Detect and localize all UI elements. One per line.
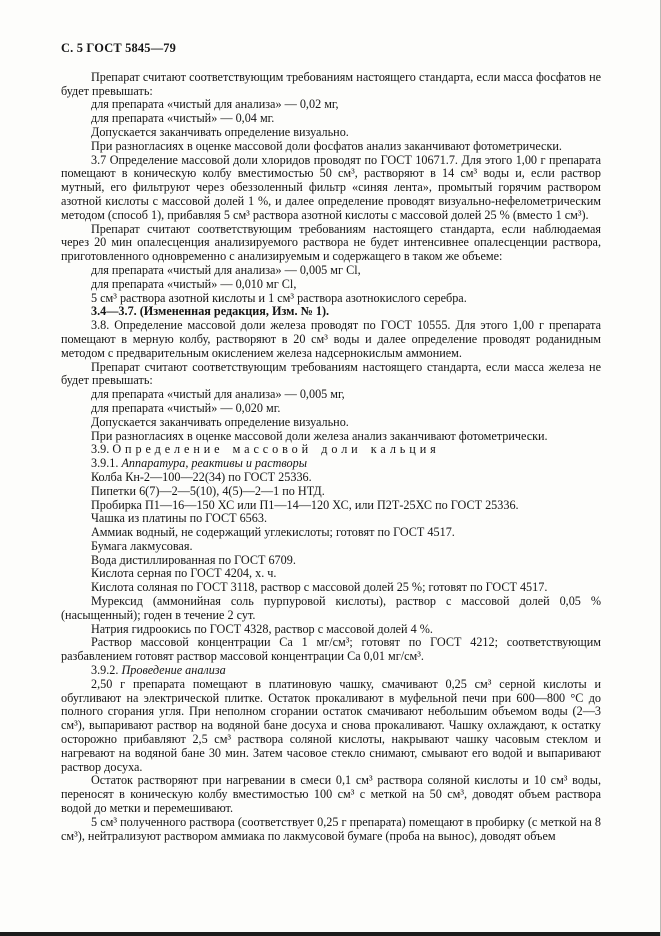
document-body (61, 71, 601, 844)
text-run: для препарата «чистый» — 0,04 мг. (91, 111, 275, 126)
text-run: Кислота серная по ГОСТ 4204, х. ч. (91, 566, 277, 581)
paragraph (61, 223, 601, 264)
paragraph (61, 361, 601, 389)
text-run: Препарат считают соответствующим требованиям настоящего стандарта, если масса железа не будет превышать: (61, 359, 601, 388)
paragraph (61, 540, 601, 554)
paragraph (61, 292, 601, 306)
text-run: для препарата «чистый для анализа» — 0,005 мг Cl, (91, 262, 361, 277)
text-run: При разногласиях в оценке массовой доли железа анализ заканчивают фотометрически. (91, 428, 548, 443)
paragraph (61, 636, 601, 664)
paragraph (61, 664, 601, 678)
text-run: При разногласиях в оценке массовой доли фосфатов анализ заканчивают фотометрически. (91, 138, 562, 153)
paragraph (61, 71, 601, 99)
paragraph (61, 567, 601, 581)
text-run: Препарат считают соответствующим требованиям настоящего стандарта, если масса фосфатов не будет превышать: (61, 69, 601, 98)
paragraph (61, 471, 601, 485)
paragraph (61, 623, 601, 637)
paragraph (61, 526, 601, 540)
paragraph (61, 154, 601, 223)
text-run: Аппаратура, реактивы и растворы (121, 456, 307, 471)
text-run: Колба Кн-2—100—22(34) по ГОСТ 25336. (91, 469, 312, 484)
paragraph (61, 816, 601, 844)
paragraph (61, 512, 601, 526)
text-run: Бумага лакмусовая. (91, 538, 193, 553)
scan-bottom-edge (0, 932, 660, 936)
text-run: Аммиак водный, не содержащий углекислоты; готовят по ГОСТ 4517. (91, 525, 455, 540)
paragraph (61, 581, 601, 595)
text-run: Проведение анализа (121, 663, 226, 678)
text-run: Допускается заканчивать определение визуально. (91, 414, 349, 429)
text-run: 3.9. (91, 442, 113, 457)
text-run: 3.7 Определение массовой доли хлоридов проводят по ГОСТ 10671.7. Для этого 1,00 г препарата помещают в коническую колбу вместимостью 50 см³, растворяют в 14 см³ воды и, если раствор мутный, его фильтруют через обеззоленный фильтр «синяя лента», промытый горячим раствором азотной кислоты с массовой долей 1 %, и далее определение проводят визуально-нефелометрическим методом (способ 1), прибавляя 5 см³ раствора азотной кислоты с массовой долей 25 % (вместо 1 см³). (61, 152, 601, 222)
text-run: для препарата «чистый для анализа» — 0,005 мг, (91, 387, 345, 402)
text-run: Чашка из платины по ГОСТ 6563. (91, 511, 267, 526)
paragraph (61, 678, 601, 775)
paragraph (61, 457, 601, 471)
text-run: Допускается заканчивать определение визуально. (91, 124, 349, 139)
text-run: Пробирка П1—16—150 ХС или П1—14—120 ХС, или П2Т-25ХС по ГОСТ 25336. (91, 497, 519, 512)
paragraph (61, 264, 601, 278)
text-run: для препарата «чистый для анализа» — 0,02 мг, (91, 97, 339, 112)
paragraph (61, 485, 601, 499)
text-run: Вода дистиллированная по ГОСТ 6709. (91, 552, 296, 567)
text-run: Определение массовой доли кальция (112, 442, 440, 457)
text-run: Раствор массовой концентрации Са 1 мг/см³; готовят по ГОСТ 4212; соответствующим разбавлением готовят раствор массовой концентрации Са 0,01 мг/см³. (61, 635, 601, 664)
paragraph (61, 140, 601, 154)
paragraph (61, 319, 601, 360)
page-header: С. 5 ГОСТ 5845—79 (61, 41, 177, 55)
text-run: 2,50 г препарата помещают в платиновую чашку, смачивают 0,25 см³ серной кислоты и обугливают на электрической плитке. Остаток прокаливают в муфельной печи при 600—800 °С до полного сгорания угля. При неполном сгорании остаток смачивают небольшим объемом воды (2—3 см³), выпаривают раствор на водяной бане досуха и снова прокаливают. Чашку охлаждают, к остатку осторожно прибавляют 2,5 см³ раствора соляной кислоты, накрывают чашку часовым стеклом и нагревают на водяной бане 30 мин. Затем часовое стекло снимают, смывают его водой и выпаривают раствор досуха. (61, 676, 601, 774)
paragraph (61, 402, 601, 416)
paragraph (61, 430, 601, 444)
text-run: 5 см³ полученного раствора (соответствует 0,25 г препарата) помещают в пробирку (с меткой на 8 см³), нейтрализуют раствором аммиака по лакмусовой бумаге (проба на вынос), доводят объем (61, 814, 601, 843)
paragraph (61, 774, 601, 815)
text-run: 3.8. Определение массовой доли железа проводят по ГОСТ 10555. Для этого 1,00 г препарата помещают в мерную колбу, растворяют в 20 см³ воды и далее определение проводят роданидным методом с предварительным окислением железа надсернокислым аммонием. (61, 318, 601, 360)
text-run: 5 см³ раствора азотной кислоты и 1 см³ раствора азотнокислого серебра. (91, 290, 467, 305)
text-run: Препарат считают соответствующим требованиям настоящего стандарта, если наблюдаемая через 20 мин опалесценция анализируемого раствора не будет интенсивнее опалесценции раствора, приготовленного одновременно с анализируемым и содержащего в таком же объеме: (61, 221, 601, 264)
paragraph (61, 416, 601, 430)
paragraph (61, 112, 601, 126)
paragraph (61, 388, 601, 402)
paragraph (61, 443, 601, 457)
paragraph (61, 305, 601, 319)
text-run: 3.9.2. (91, 663, 122, 678)
paragraph (61, 499, 601, 513)
text-run: Пипетки 6(7)—2—5(10), 4(5)—2—1 по НТД. (91, 483, 325, 498)
text-run: Натрия гидроокись по ГОСТ 4328, раствор с массовой долей 4 %. (91, 621, 433, 636)
text-run: Кислота соляная по ГОСТ 3118, раствор с массовой долей 25 %; готовят по ГОСТ 4517. (91, 580, 548, 595)
paragraph (61, 595, 601, 623)
paragraph (61, 126, 601, 140)
text-run: 3.4—3.7. (Измененная редакция, Изм. № 1). (91, 304, 330, 319)
paragraph (61, 98, 601, 112)
text-run: Остаток растворяют при нагревании в смеси 0,1 см³ раствора соляной кислоты и 10 см³ воды, переносят в коническую колбу вместимостью 100 см³ с меткой на 50 см³, доводят объем раствора водой до метки и перемешивают. (61, 773, 601, 816)
text-run: Мурексид (аммонийная соль пурпуровой кислоты), раствор с массовой долей 0,05 % (насыщенный); годен в течение 2 сут. (61, 594, 601, 622)
text-run: для препарата «чистый» — 0,020 мг. (91, 400, 281, 415)
text-run: для препарата «чистый» — 0,010 мг Cl, (91, 276, 297, 291)
paragraph (61, 554, 601, 568)
text-run: 3.9.1. (91, 456, 122, 471)
paragraph (61, 278, 601, 292)
